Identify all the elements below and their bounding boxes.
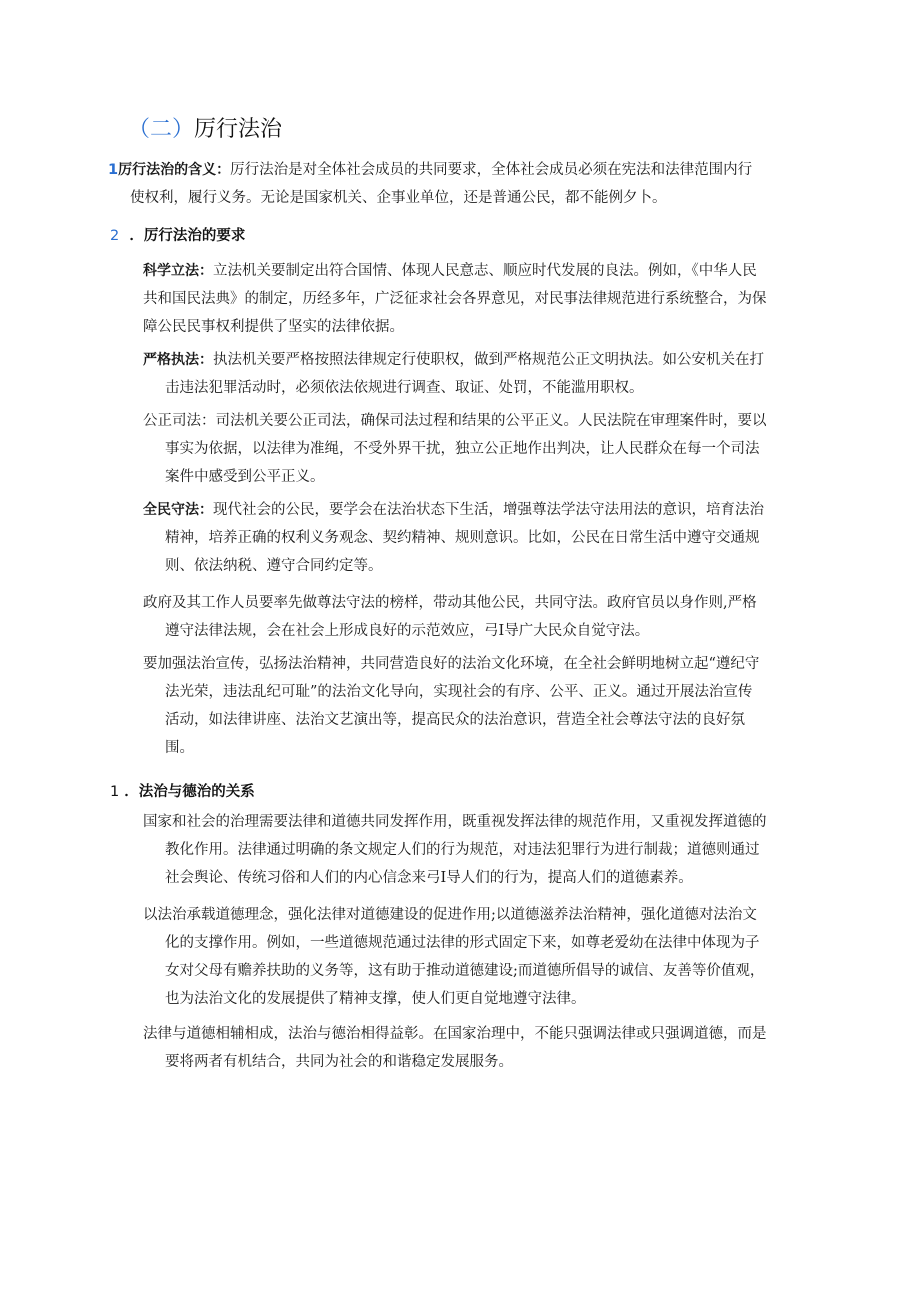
government-paragraph: 政府及其工作人员要率先做尊法守法的榜样，带动其他公民，共同守法。政府官员以身作则,严格 遵守法律法规，会在社会上形成良好的示范效应，弓I导广大民众自觉守法。 [143, 595, 757, 639]
meaning-line-2: 使权利，履行义务。无论是国家机关、企事业单位，还是普通公民，都不能例夕卜。 [130, 190, 667, 206]
requirements-title: 2 ．厉行法治的要求 [110, 228, 246, 244]
science-term: 科学立法： [143, 263, 213, 279]
meaning-line-1: 1厉行法治的含义：厉行法治是对全体社会成员的共同要求，全体社会成员必须在宪法和法律范围内行 [108, 162, 753, 178]
meaning-term: 厉行法治的含义： [118, 162, 231, 178]
heading-number: （二） [128, 117, 195, 142]
relation-paragraph-1: 国家和社会的治理需要法律和道德共同发挥作用，既重视发挥法律的规范作用，又重视发挥道德的 教化作用。法律通过明确的条文规定人们的行为规范，对违法犯罪行为进行制裁；道德则通过 社会舆论、传统习俗和人们的内心信念来弓I导人们的行为，提高人们的道德素养。 [143, 814, 767, 886]
meaning-paragraph [108, 156, 808, 212]
meaning-number: 1 [108, 162, 119, 178]
science-legislation-paragraph: 科学立法：立法机关要制定出符合国情、体现人民意志、顺应时代发展的良法。例如，《中华人民 共和国民法典》的制定，历经多年，广泛征求社会各界意见，对民事法律规范进行系统整合，为保 障公民民事权利提供了坚实的法律依据。 [143, 263, 767, 335]
observe-term: 全民守法： [143, 502, 213, 518]
section-heading [128, 112, 282, 143]
heading-text: 厉行法治 [194, 117, 283, 142]
judicial-paragraph: 公正司法：司法机关要公正司法，确保司法过程和结果的公平正义。人民法院在审理案件时，要以 事实为依据，以法律为准绳，不受外界干扰，独立公正地作出判决，让人民群众在每一个司法 案件中感受到公平正义。 [143, 413, 767, 485]
law-observance-paragraph: 全民守法：现代社会的公民，要学会在法治状态下生活，增强尊法学法守法用法的意识，培育法治 精神，培养正确的权利义务观念、契约精神、规则意识。比如，公民在日常生活中遵守交通规 则、依法纳税、遵守合同约定等。 [143, 502, 764, 574]
relation-paragraph-3: 法律与道德相辅相成，法治与德治相得益彰。在国家治理中，不能只强调法律或只强调道德，而是 要将两者有机结合，共同为社会的和谐稳定发展服务。 [143, 1026, 767, 1070]
strict-enforcement-paragraph: 严格执法：执法机关要严格按照法律规定行使职权，做到严格规范公正文明执法。如公安机关在打 击违法犯罪活动时，必须依法依规进行调查、取证、处罚，不能滥用职权。 [143, 352, 764, 396]
relation-paragraph-2: 以法治承载道德理念，强化法律对道德建设的促进作用;以道德滋养法治精神，强化道德对法治文 化的支撑作用。例如，一些道德规范通过法律的形式固定下来，如尊老爱幼在法律中体现为子 女对父母有赡养扶助的义务等，这有助于推动道德建设;而道德所倡导的诚信、友善等价值观， 也为法治文化的发展提供了精神支撑，使人们更自觉地遵守法律。 [143, 907, 765, 1007]
publicity-paragraph: 要加强法治宣传，弘扬法治精神，共同营造良好的法治文化环境，在全社会鲜明地树立起“遵纪守 法光荣，违法乱纪可耻”的法治文化导向，实现社会的有序、公平、正义。通过开展法治宣传 活动，如法律讲座、法治文艺演出等，提高民众的法治意识，营造全社会尊法守法的良好氛 围。 [143, 656, 760, 756]
strict-term: 严格执法： [143, 352, 213, 368]
relation-title: 1 ．法治与德治的关系 [110, 784, 255, 800]
